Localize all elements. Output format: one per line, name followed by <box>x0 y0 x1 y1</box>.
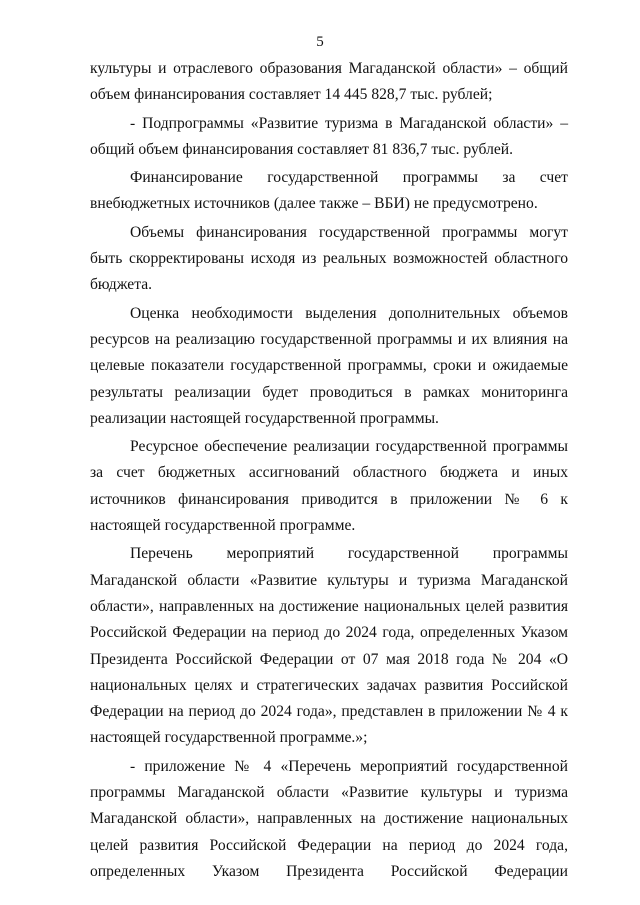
paragraph-additional-resources-assessment: Оценка необходимости выделения дополнительных объемов ресурсов на реализацию государственной программы и их влияния на целевые показатели государственной программы, сроки и ожидаемые результаты реализации будет проводиться в рамках мониторинга реализации настоящей государственной программы. <box>90 304 568 427</box>
paragraph-appendix-4: - приложение № 4 «Перечень мероприятий государственной программы Магаданской области «Развитие культуры и туризма Магаданской области», направленных на достижение национальных целей развития Российской Федерации на период до 2024 года, определенных Указом Президента Российской Федерации <box>90 757 568 880</box>
paragraph-national-goals-measures: Перечень мероприятий государственной программы Магаданской области «Развитие культуры и туризма Магаданской области», направленных на достижение национальных целей развития Российской Федерации на период до 2024 года, определенных Указом Президента Российской Федерации от 07 мая 2018 года № 204 «О национальных целях и стратегических задачах развития Российской Федерации на период до 2024 года», представлен в приложении № 4 к настоящей государственной программе.»; <box>90 545 568 747</box>
paragraph-funding-adjustment: Объемы финансирования государственной программы могут быть скорректированы исходя из реальных возможностей областного бюджета. <box>90 223 568 294</box>
paragraph-extrabudgetary-funding: Финансирование государственной программы за счет внебюджетных источников (далее также – ВБИ) не предусмотрено. <box>90 169 568 213</box>
paragraph-subprogram-culture-funding: культуры и отраслевого образования Магаданской области» – общий объем финансирования составляет 14 445 828,7 тыс. рублей; <box>90 60 568 104</box>
page-number: 5 <box>316 34 324 50</box>
document-body <box>90 56 568 885</box>
paragraph-resource-provision: Ресурсное обеспечение реализации государственной программы за счет бюджетных ассигнований областного бюджета и иных источников финансирования приводится в приложении № 6 к настоящей государственной программе. <box>90 438 568 535</box>
paragraph-subprogram-tourism-funding: - Подпрограммы «Развитие туризма в Магаданской области» – общий объем финансирования составляет 81 836,7 тыс. рублей. <box>90 114 568 158</box>
